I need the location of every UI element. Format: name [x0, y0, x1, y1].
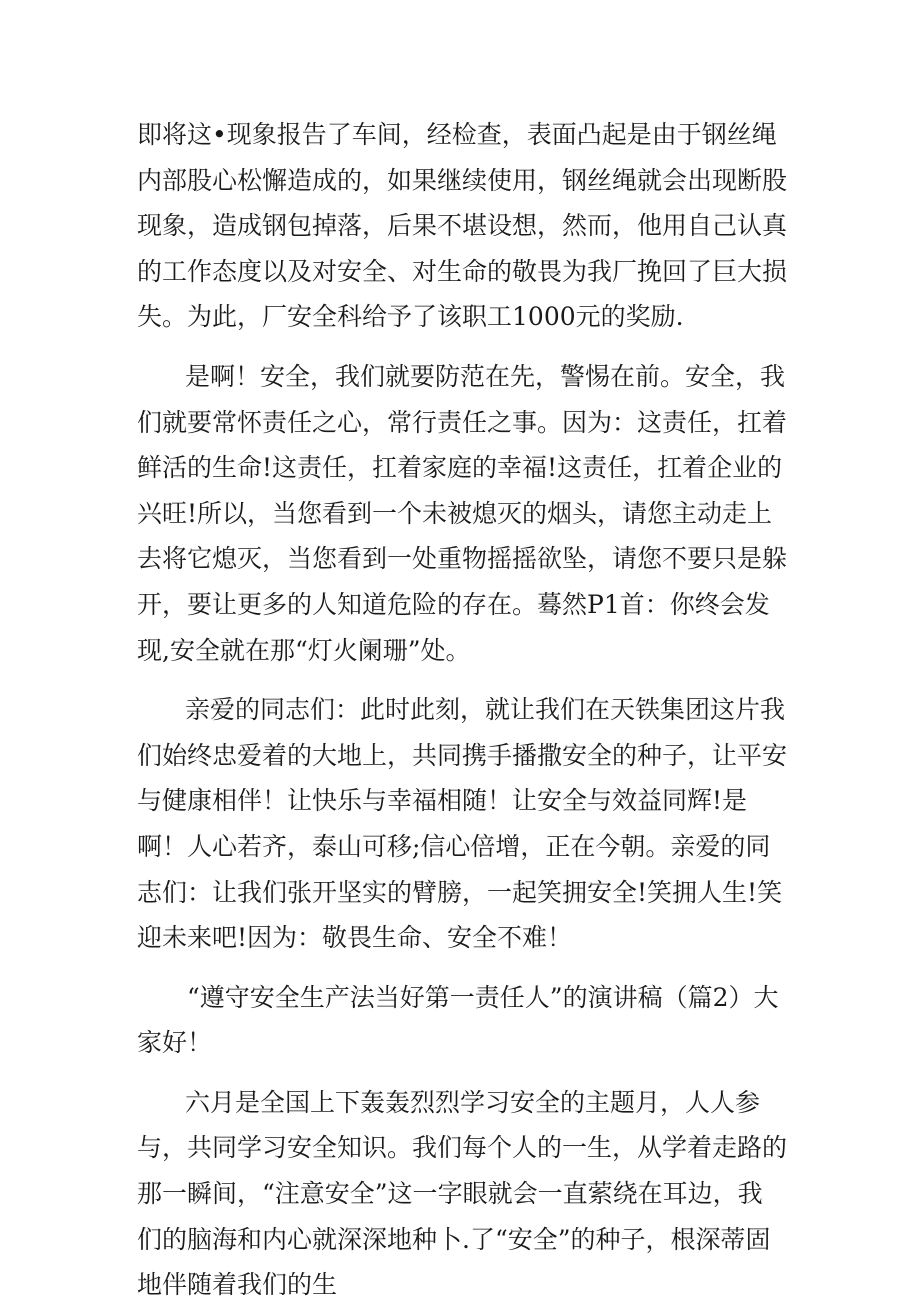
paragraph-2: 是啊！安全，我们就要防范在先，警惕在前。安全，我们就要常怀责任之心，常行责任之事。因为：这责任，扛着鲜活的生命!这责任，扛着家庭的幸福!这责任，扛着企业的兴旺!所以，当您看到一个未被熄灭的烟头，请您主动走上去将它熄灭，当您看到一处重物摇摇欲坠，请您不要只是躲开，要让更多的人知道危险的存在。蓦然P1首：你终会发现,安全就在那“灯火阑珊”处。: [137, 361, 788, 665]
paragraph-1: 即将这•现象报告了车间，经检查，表面凸起是由于钢丝绳内部股心松懈造成的，如果继续使用，钢丝绳就会出现断股现象，造成钢包掉落，后果不堪设想，然而，他用自己认真的工作态度以及对安全、对生命的敬畏为我厂挽回了巨大损失。为此，厂安全科给予了该职工1000元的奖励.: [137, 120, 788, 332]
section-heading: “遵守安全生产法当好第一责任人”的演讲稿（篇2）大家好！: [137, 982, 779, 1058]
paragraph-4: 六月是全国上下轰轰烈烈学习安全的主题月，人人参与，共同学习安全知识。我们每个人的一生，从学着走路的那一瞬间，“注意安全”这一字眼就会一直萦绕在耳边，我们的脑海和内心就深深地种卜.了“安全”的种子，根深蒂固地伴随着我们的生: [137, 1087, 788, 1300]
document-body: [137, 112, 787, 1308]
paragraph-3: 亲爱的同志们：此时此刻，就让我们在天铁集团这片我们始终忠爱着的大地上，共同携手播撒安全的种子，让平安与健康相伴！让快乐与幸福相随！让安全与效益同辉!是啊！人心若齐，泰山可移;信心倍增，正在今朝。亲爱的同志们：让我们张开坚实的臂膀，一起笑拥安全!笑拥人生!笑迎未来吧!因为：敬畏生命、安全不难！: [137, 695, 788, 953]
